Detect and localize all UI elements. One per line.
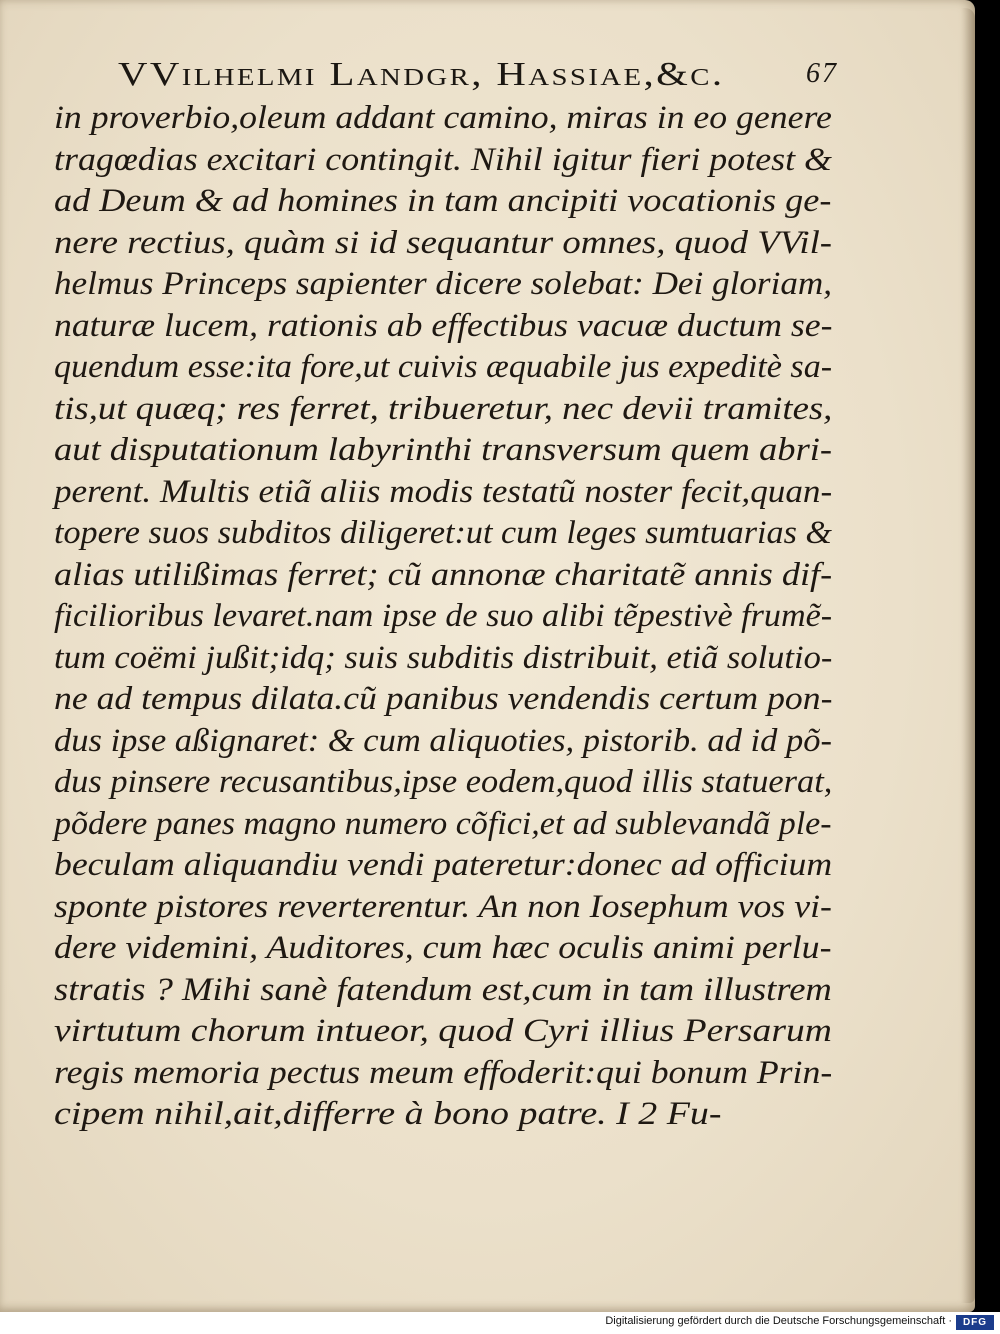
- text-line: quendum esse:ita fore,ut cuivis æquabile jus expeditè sa-: [54, 349, 833, 385]
- digitization-footer: [0, 1312, 1000, 1334]
- text-line: topere suos subditos diligeret:ut cum leges sumtuarias &: [54, 515, 832, 551]
- text-line: naturæ lucem, rationis ab effectibus vacuæ ductum se-: [54, 307, 833, 344]
- text-line: cipem nihil,ait,differre à bono patre. I 2 Fu-: [54, 1096, 722, 1132]
- text-line: sponte pistores reverterentur. An non Iosephum vos vi-: [54, 888, 832, 925]
- text-line: in proverbio,oleum addant camino, miras in eo genere: [54, 100, 832, 136]
- dfg-logo: DFG: [956, 1315, 994, 1330]
- text-line: dus ipse aßignaret: & cum aliquoties, pistorib. ad id põ-: [54, 722, 833, 759]
- text-line: tis,ut quæq; res ferret, tribueretur, nec devii tramites,: [54, 390, 833, 427]
- text-line: helmus Princeps sapienter dicere solebat: Dei gloriam,: [54, 266, 833, 302]
- text-line: stratis ? Mihi sanè fatendum est,cum in tam illustrem: [54, 971, 832, 1008]
- text-line: ad Deum & ad homines in tam ancipiti vocationis ge-: [54, 183, 832, 219]
- text-line: dus pinsere recusantibus,ipse eodem,quod illis statuerat,: [54, 764, 833, 800]
- text-line: dere videmini, Auditores, cum hæc oculis animi perlu-: [54, 930, 832, 966]
- text-line: põdere panes magno numero cõfici,et ad sublevandã ple-: [54, 805, 832, 842]
- text-line: ficilioribus levaret.nam ipse de suo alibi tẽpestivè frumẽ-: [54, 598, 833, 634]
- running-head-title: VVilhelmi Landgr, Hassiae,&c.: [118, 56, 725, 93]
- text-line: tragœdias excitari contingit. Nihil igitur fieri potest &: [54, 141, 832, 178]
- text-line: nere rectius, quàm si id sequantur omnes, quod VVil-: [54, 224, 833, 261]
- text-line: aut disputationum labyrinthi transversum quem abri-: [54, 432, 833, 468]
- running-head: [118, 52, 838, 98]
- footer-credit: Digitalisierung gefördert durch die Deutsche Forschungsgemeinschaft ·: [605, 1315, 952, 1327]
- text-line: ne ad tempus dilata.cũ panibus vendendis certum pon-: [54, 681, 833, 717]
- text-line: tum coëmi jußit;idq; suis subditis distribuit, etiã solutio-: [54, 639, 833, 676]
- page-number: 67: [806, 58, 838, 89]
- text-line: perent. Multis etiã aliis modis testatũ noster fecit,quan-: [54, 473, 833, 510]
- page-edge-shadow: [961, 8, 975, 1303]
- text-line: beculam aliquandiu vendi pateretur:donec ad officium: [54, 847, 833, 883]
- text-line: alias utilißimas ferret; cũ annonæ charitatẽ annis dif-: [54, 556, 833, 593]
- text-line: virtutum chorum intueor, quod Cyri illius Persarum: [54, 1013, 832, 1049]
- text-line: regis memoria pectus meum effoderit:qui bonum Prin-: [54, 1054, 833, 1091]
